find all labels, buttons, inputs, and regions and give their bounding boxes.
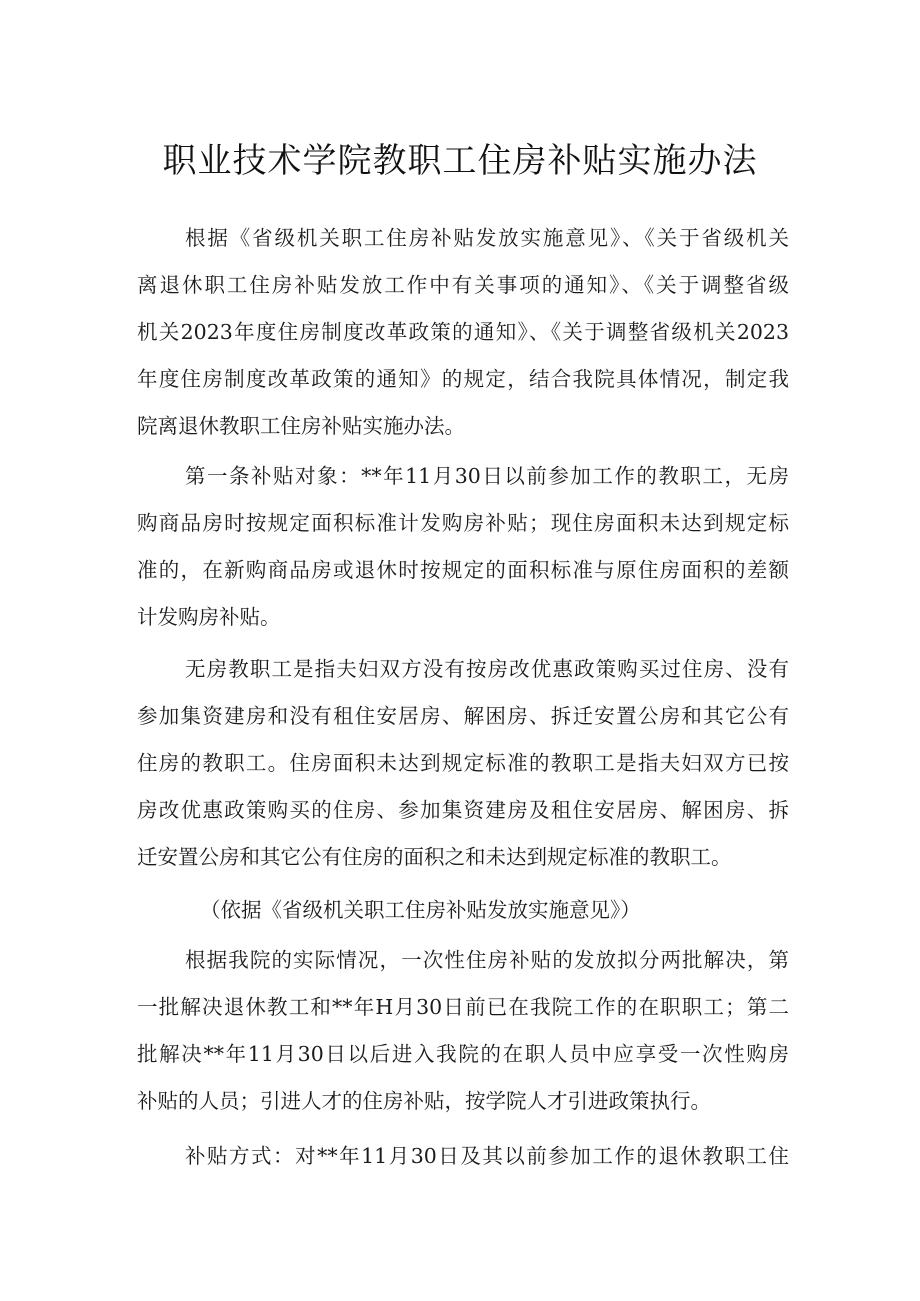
paragraph-line: 迁安置公房和其它公有住房的面积之和未达到规定标准的教职工。 [137,845,732,869]
document-title: 职业技术学院教职工住房补贴实施办法 [162,141,758,181]
paragraph-line: 计发购房补贴。 [137,605,281,629]
paragraph-line: 购商品房时按规定面积标准计发购房补贴；现住房面积未达到规定标 [137,511,789,535]
paragraph-line: 离退休职工住房补贴发放工作中有关事项的通知》、《关于调整省级 [137,273,789,297]
paragraph-line: 第一条补贴对象：**年11月30日以前参加工作的教职工，无房 [185,464,789,488]
paragraph-line: 根据我院的实际情况，一次性住房补贴的发放拟分两批解决，第 [185,948,789,972]
paragraph-line: 住房的教职工。住房面积未达到规定标准的教职工是指夫妇双方已按 [137,751,789,775]
paragraph-line: 院离退休教职工住房补贴实施办法。 [137,414,465,438]
paragraph-line: 根据《省级机关职工住房补贴发放实施意见》、《关于省级机关 [185,226,789,250]
paragraph-line: 无房教职工是指夫妇双方没有按房改优惠政策购买过住房、没有 [185,657,789,681]
paragraph-line: 参加集资建房和没有租住安居房、解困房、拆迁安置公房和其它公有 [137,704,789,728]
paragraph-line: 年度住房制度改革政策的通知》的规定，结合我院具体情况，制定我 [137,367,789,391]
paragraph-line: 批解决**年11月30日以后进入我院的在职人员中应享受一次性购房 [137,1042,789,1066]
paragraph-line: 一批解决退休教工和**年H月30日前已在我院工作的在职职工；第二 [137,995,789,1019]
paragraph-line: 机关2023年度住房制度改革政策的通知》、《关于调整省级机关2023 [137,320,789,344]
paragraph-line: 补贴方式：对**年11月30日及其以前参加工作的退休教职工住 [185,1144,789,1168]
paragraph-line: 补贴的人员；引进人才的住房补贴，按学院人才引进政策执行。 [137,1089,711,1113]
paragraph-line: 房改优惠政策购买的住房、参加集资建房及租住安居房、解困房、拆 [137,798,789,822]
citation-line: （依据《省级机关职工住房补贴发放实施意见》） [200,898,641,922]
paragraph-line: 准的，在新购商品房或退休时按规定的面积标准与原住房面积的差额 [137,558,789,582]
